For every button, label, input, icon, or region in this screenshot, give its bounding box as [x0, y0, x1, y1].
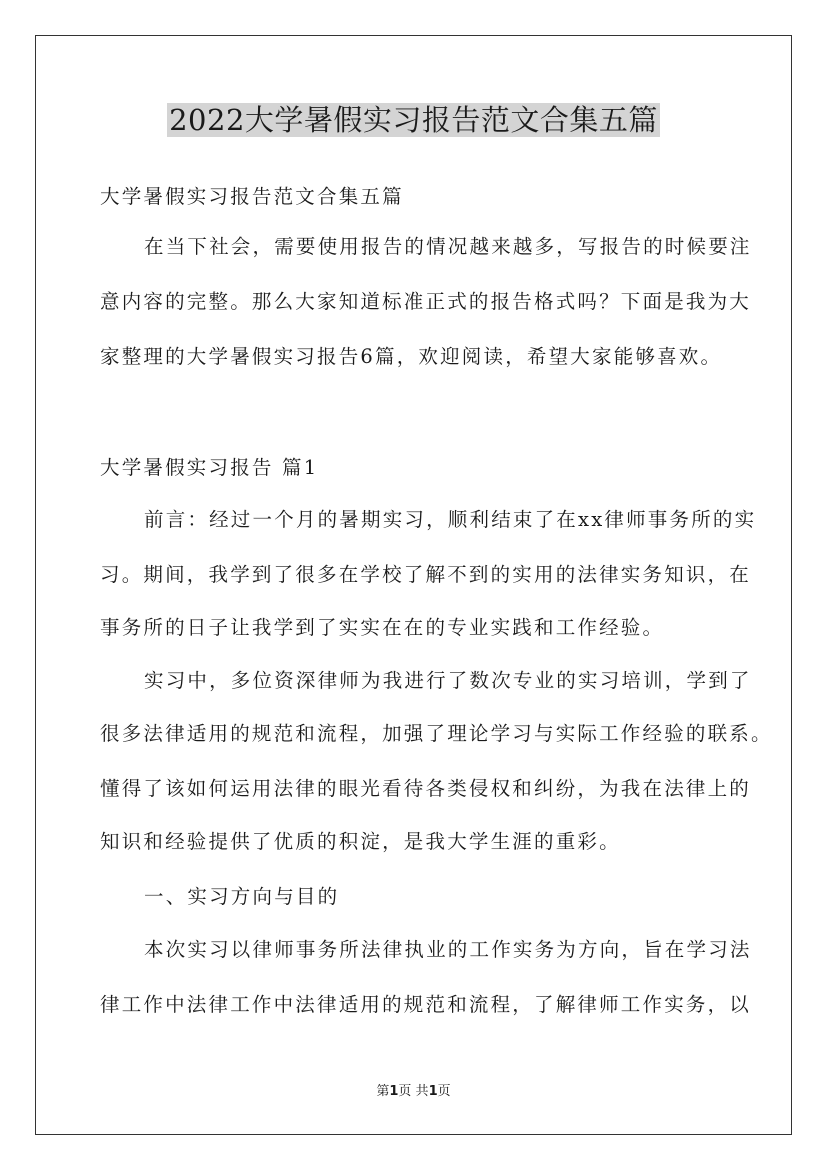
footer-suffix: 页: [437, 1084, 451, 1099]
footer-current-page: 1: [389, 1084, 399, 1099]
paragraph-line: 前言：经过一个月的暑期实习，顺利结束了在xx律师事务所的实: [144, 508, 757, 531]
footer-prefix: 第: [376, 1084, 390, 1099]
document-title-text: 2022大学暑假实习报告范文合集五篇: [169, 103, 658, 137]
paragraph-line: 懂得了该如何运用法律的眼光看待各类侵权和纠纷，为我在法律上的: [100, 777, 752, 800]
paragraph-line: 很多法律适用的规范和流程，加强了理论学习与实际工作经验的联系。: [100, 722, 773, 745]
intro-line: 在当下社会，需要使用报告的情况越来越多，写报告的时候要注: [144, 235, 752, 258]
document-title: [0, 98, 827, 142]
footer-total-pages: 1: [428, 1084, 438, 1099]
page-footer: [0, 1083, 827, 1101]
section-heading: 大学暑假实习报告 篇1: [100, 456, 319, 479]
paragraph-line: 律工作中法律工作中法律适用的规范和流程，了解律师工作实务，以: [100, 993, 752, 1016]
paragraph-line: 本次实习以律师事务所法律执业的工作实务为方向，旨在学习法: [144, 938, 752, 961]
paragraph-line: 知识和经验提供了优质的积淀，是我大学生涯的重彩。: [100, 830, 621, 853]
paragraph-line: 事务所的日子让我学到了实实在在的专业实践和工作经验。: [100, 616, 665, 639]
document-subtitle: 大学暑假实习报告范文合集五篇: [100, 185, 404, 208]
footer-mid: 页 共: [398, 1084, 429, 1099]
paragraph-line: 实习中，多位资深律师为我进行了数次专业的实习培训，学到了: [144, 669, 752, 692]
intro-line: 意内容的完整。那么大家知道标准正式的报告格式吗？下面是我为大: [100, 290, 752, 313]
sub-heading: 一、实习方向与目的: [144, 885, 340, 908]
paragraph-line: 习。期间，我学到了很多在学校了解不到的实用的法律实务知识，在: [100, 563, 752, 586]
intro-line: 家整理的大学暑假实习报告6篇，欢迎阅读，希望大家能够喜欢。: [100, 345, 723, 368]
